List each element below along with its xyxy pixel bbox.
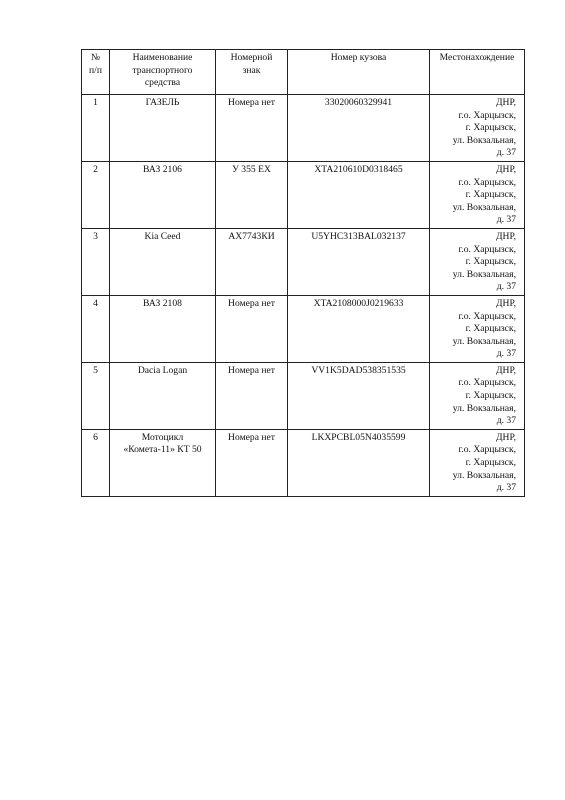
location-line: д. 37 <box>496 281 516 293</box>
row-number: 1 <box>93 97 98 108</box>
location-line: г. Харцызск, <box>465 189 516 201</box>
location-line: д. 37 <box>496 147 516 159</box>
body-number-cell <box>288 95 430 162</box>
header-body <box>288 50 430 95</box>
header-location-line: Местонахождение <box>439 52 515 63</box>
row-number: 2 <box>93 163 98 175</box>
header-body-line: Номер кузова <box>330 52 387 63</box>
header-name-line: Наименование <box>132 52 193 63</box>
row-number-cell <box>82 362 110 429</box>
body-number-cell <box>288 429 430 496</box>
plate-number: Номера нет <box>228 97 275 108</box>
plate-number: AX7743КИ <box>228 230 275 242</box>
table-row <box>82 295 525 362</box>
location-line: г. Харцызск, <box>465 122 516 134</box>
location-line: ДНР, <box>495 364 516 376</box>
location-line: ДНР, <box>495 297 516 309</box>
header-num-line: п/п <box>89 64 102 76</box>
location-line: д. 37 <box>496 482 516 494</box>
table-row <box>82 362 525 429</box>
body-number: LKXPCBL05N4035599 <box>311 431 406 443</box>
vehicle-name-line: ВАЗ 2108 <box>143 297 182 309</box>
row-number: 4 <box>93 297 98 309</box>
location-line: г.о. Харцызск, <box>458 243 516 255</box>
header-location <box>430 50 525 95</box>
body-number-cell <box>288 362 430 429</box>
row-number-cell <box>82 95 110 162</box>
location-line: д. 37 <box>496 214 516 226</box>
table-row <box>82 161 525 228</box>
vehicle-name-cell <box>110 228 216 295</box>
location-cell <box>430 362 525 429</box>
table-row <box>82 228 525 295</box>
vehicle-name-cell <box>110 429 216 496</box>
location-line: ул. Вокзальная, <box>452 469 516 481</box>
location-line: ДНР, <box>495 97 516 108</box>
body-number: VV1K5DAD538351535 <box>311 364 406 376</box>
body-number: U5YHC313BAL032137 <box>311 230 406 242</box>
header-num-line: № <box>90 52 101 63</box>
plate-cell <box>216 95 288 162</box>
location-cell <box>430 161 525 228</box>
plate-number: У 355 ЕХ <box>232 163 271 175</box>
row-number: 5 <box>93 364 98 376</box>
header-plate <box>216 50 288 95</box>
row-number-cell <box>82 161 110 228</box>
vehicle-name-cell <box>110 362 216 429</box>
location-line: ДНР, <box>495 163 516 175</box>
header-name-line: средства <box>144 77 181 89</box>
location-line: ДНР, <box>495 431 516 443</box>
row-number-cell <box>82 295 110 362</box>
plate-cell <box>216 295 288 362</box>
vehicle-name-line: Dacia Logan <box>137 364 188 376</box>
location-line: г. Харцызск, <box>465 256 516 268</box>
header-name-line: транспортного <box>132 64 193 76</box>
location-line: г. Харцызск, <box>465 457 516 469</box>
plate-number: Номера нет <box>228 431 275 443</box>
vehicle-name-cell <box>110 95 216 162</box>
location-line: г.о. Харцызск, <box>458 310 516 322</box>
location-line: д. 37 <box>496 415 516 427</box>
location-cell <box>430 228 525 295</box>
vehicle-name-line: Kia Ceed <box>144 230 181 242</box>
plate-cell <box>216 228 288 295</box>
vehicle-name-line: «Комета-11» КТ 50 <box>123 444 202 456</box>
vehicle-name-cell <box>110 161 216 228</box>
row-number: 3 <box>93 230 98 242</box>
header-num <box>82 50 110 95</box>
row-number-cell <box>82 228 110 295</box>
row-number-cell <box>82 429 110 496</box>
location-line: г.о. Харцызск, <box>458 109 516 121</box>
location-line: г.о. Харцызск, <box>458 176 516 188</box>
location-line: ул. Вокзальная, <box>452 134 516 146</box>
body-number-cell <box>288 295 430 362</box>
vehicle-name-line: ВАЗ 2106 <box>143 163 182 175</box>
table-header-row <box>82 50 525 95</box>
plate-cell <box>216 429 288 496</box>
vehicle-name-line: Мотоцикл <box>141 431 184 443</box>
plate-number: Номера нет <box>228 297 275 309</box>
header-name <box>110 50 216 95</box>
vehicle-name-line: ГАЗЕЛЬ <box>145 97 180 108</box>
header-plate-line: знак <box>242 64 261 76</box>
body-number-cell <box>288 228 430 295</box>
location-cell <box>430 295 525 362</box>
location-line: г.о. Харцызск, <box>458 377 516 389</box>
location-line: г. Харцызск, <box>465 390 516 402</box>
body-number-cell <box>288 161 430 228</box>
body-number: XTA2108000J0219633 <box>313 297 404 309</box>
location-line: ул. Вокзальная, <box>452 201 516 213</box>
table-row <box>82 429 525 496</box>
location-line: г.о. Харцызск, <box>458 444 516 456</box>
table-row <box>82 95 525 162</box>
table-body <box>82 95 525 497</box>
vehicles-table <box>81 49 525 497</box>
body-number: 33020060329941 <box>324 97 393 108</box>
location-line: ул. Вокзальная, <box>452 402 516 414</box>
plate-cell <box>216 161 288 228</box>
plate-number: Номера нет <box>228 364 275 376</box>
location-line: ул. Вокзальная, <box>452 268 516 280</box>
body-number: XTA210610D0318465 <box>314 163 403 175</box>
location-line: ул. Вокзальная, <box>452 335 516 347</box>
plate-cell <box>216 362 288 429</box>
location-cell <box>430 95 525 162</box>
location-cell <box>430 429 525 496</box>
location-line: г. Харцызск, <box>465 323 516 335</box>
vehicle-name-cell <box>110 295 216 362</box>
row-number: 6 <box>93 431 98 443</box>
location-line: д. 37 <box>496 348 516 360</box>
header-plate-line: Номерной <box>230 52 273 63</box>
location-line: ДНР, <box>495 230 516 242</box>
